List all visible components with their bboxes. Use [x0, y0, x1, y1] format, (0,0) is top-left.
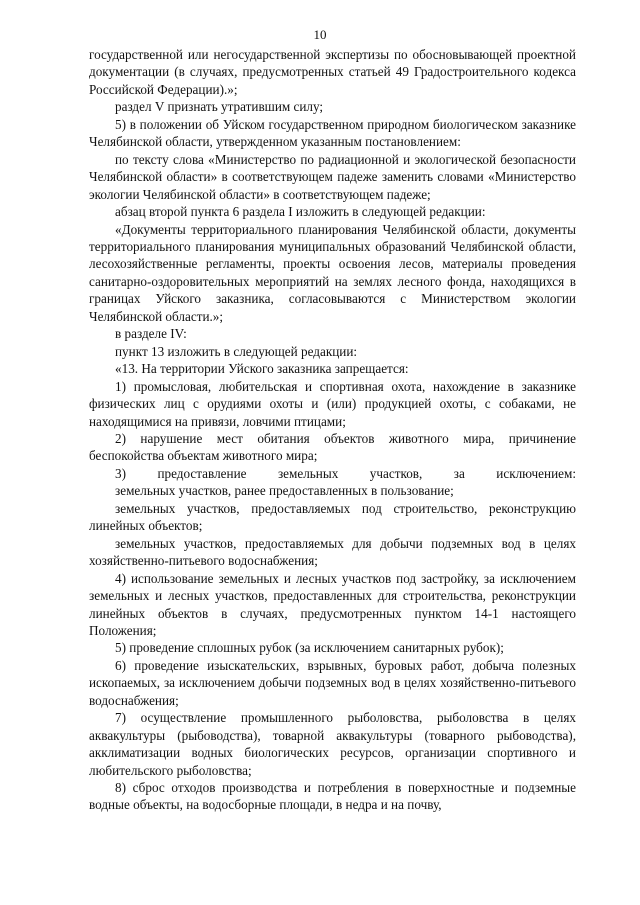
paragraph-13: земельных участков, ранее предоставленных в пользование;: [115, 483, 454, 499]
paragraph-20: 8) сброс отходов производства и потребления в поверхностные и подземные водные объекты, на водосборные площади, в недра и на почву,: [89, 780, 576, 813]
paragraph-11: 2) нарушение мест обитания объектов животного мира, причинение беспокойства объектам животного мира;: [89, 430, 576, 464]
paragraph-19: 7) осуществление промышленного рыболовства, рыболовства в целях аквакультуры (рыбоводства), товарной аквакультуры (товарного рыбоводства), акклиматизации водных биологических ресурсов, организации спортивного и любительского рыболовства;: [89, 710, 576, 778]
paragraph-16: 4) использование земельных и лесных участков под застройку, за исключением земельных и лесных участков, предоставленных для строительства, реконструкции линейных объектов в случаях, предусмотренных пунктом 14-1 настоящего Положения;: [89, 570, 576, 638]
paragraph-14: земельных участков, предоставляемых под строительство, реконструкцию линейных объектов;: [89, 500, 576, 534]
paragraph-3: 5) в положении об Уйском государственном природном биологическом заказнике Челябинской области, утвержденном указанным постановлением:: [89, 116, 576, 150]
page-number: 10: [313, 27, 327, 42]
paragraph-15: земельных участков, предоставляемых для добычи подземных вод в целях хозяйственно-питьевого водоснабжения;: [89, 535, 576, 569]
paragraph-4: по тексту слова «Министерство по радиационной и экологической безопасности Челябинской области» в соответствующем падеже заменить словами «Министерство экологии Челябинской области» в соответствующем падеже;: [89, 151, 576, 202]
paragraph-8: пункт 13 изложить в следующей редакции:: [115, 343, 358, 359]
paragraph-5: абзац второй пункта 6 раздела I изложить в следующей редакции:: [115, 204, 486, 220]
paragraph-10: 1) промысловая, любительская и спортивная охота, нахождение в заказнике физических лиц с орудиями охоты и (или) продукцией охоты, с собаками, не находящимися на привязи, ловчими птицами;: [89, 378, 576, 429]
paragraph-2: раздел V признать утратившим силу;: [115, 99, 324, 115]
paragraph-7: в разделе IV:: [115, 326, 187, 342]
paragraph-9: «13. На территории Уйского заказника запрещается:: [115, 361, 409, 377]
document-body: [89, 46, 576, 814]
paragraph-6: «Документы территориального планирования Челябинской области, документы территориального планирования муниципальных образований Челябинской области, лесохозяйственные регламенты, проекты освоения лесов, материалы проведения санитарно-оздоровительных мероприятий на землях лесного фонда, находящихся в границах Уйского заказника, согласовываются с Министерством экологии Челябинской области.»;: [89, 221, 576, 324]
paragraph-12: 3) предоставление земельных участков, за исключением:: [115, 465, 576, 481]
paragraph-18: 6) проведение изыскательских, взрывных, буровых работ, добыча полезных ископаемых, за исключением добычи подземных вод в целях хозяйственно-питьевого водоснабжения;: [89, 657, 576, 708]
paragraph-1: государственной или негосударственной экспертизы по обосновывающей проектной документации (в случаях, предусмотренных статьей 49 Градостроительного кодекса Российской Федерации).»;: [89, 47, 576, 97]
paragraph-17: 5) проведение сплошных рубок (за исключением санитарных рубок);: [115, 640, 504, 656]
